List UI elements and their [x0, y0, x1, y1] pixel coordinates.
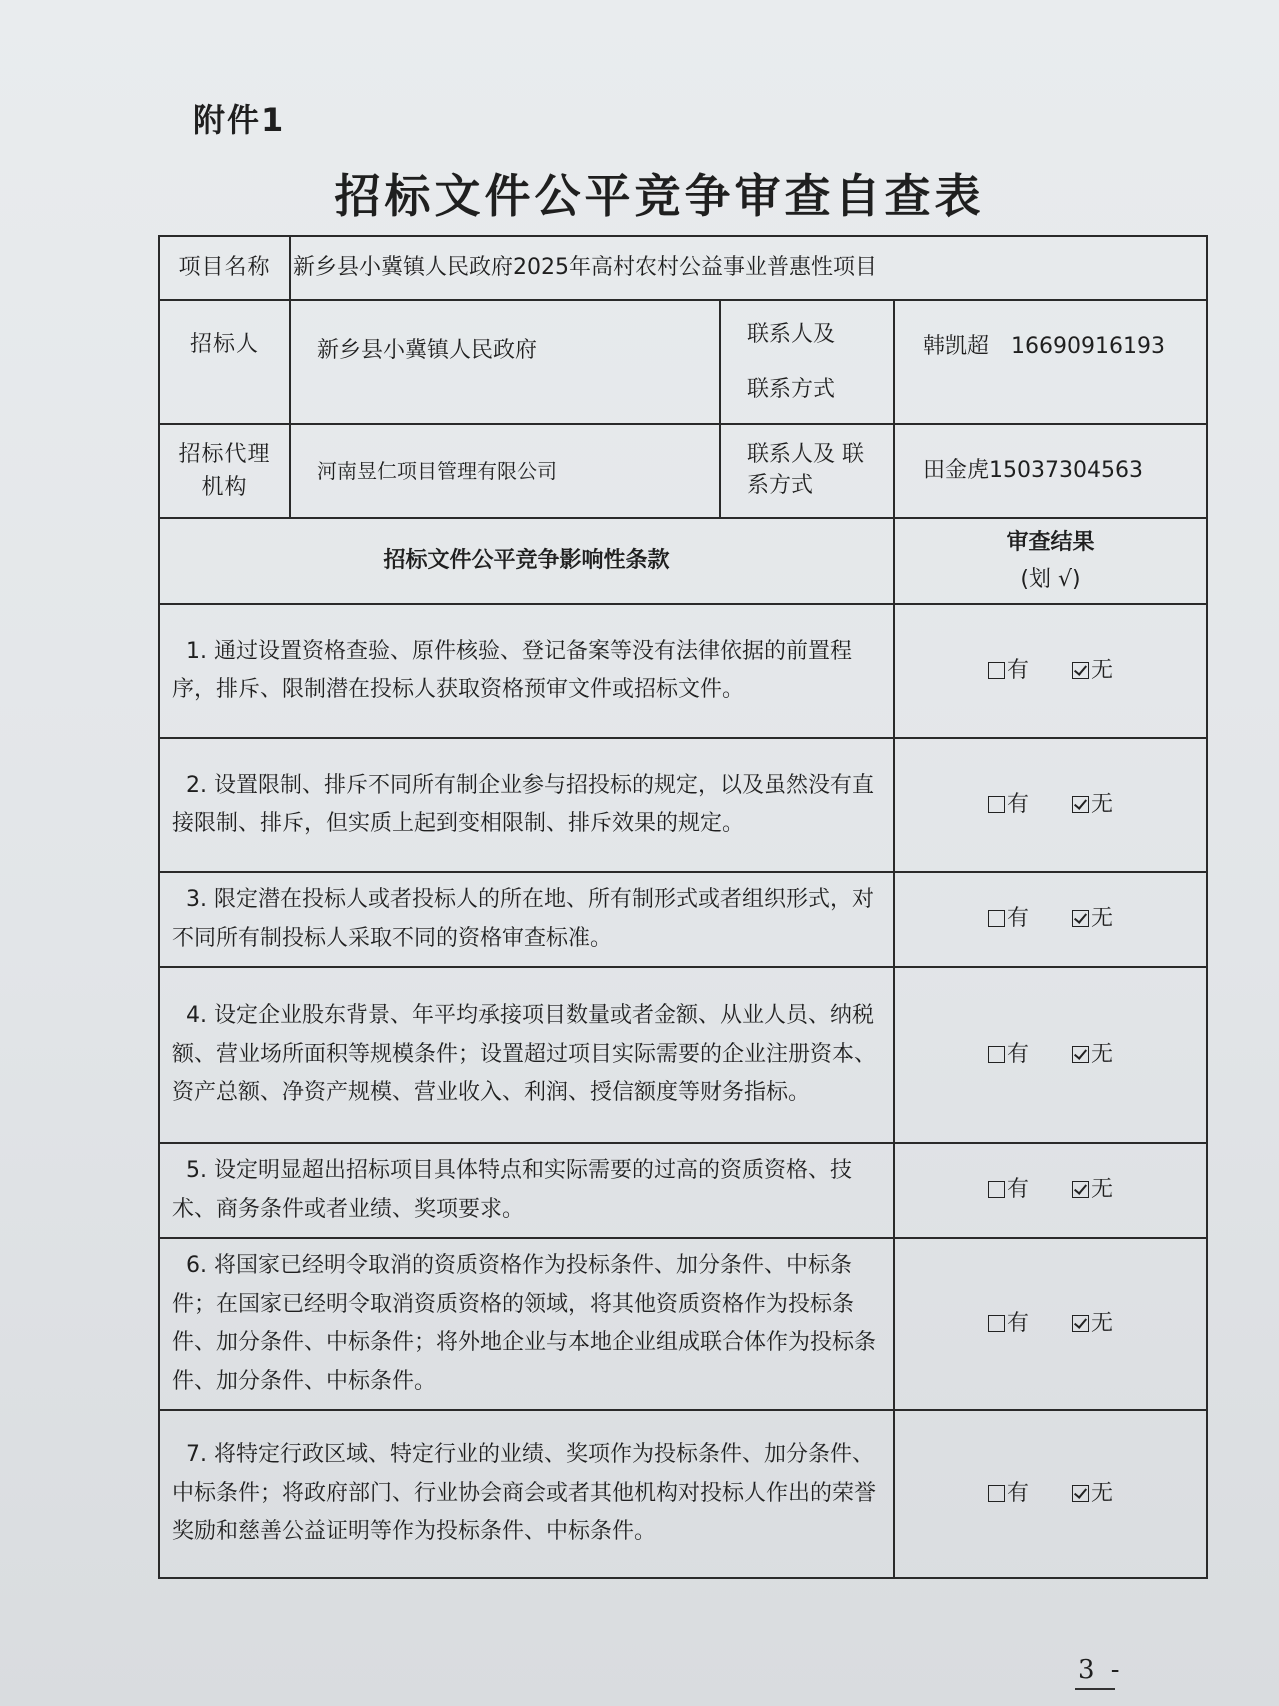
option-no-label: 无 [1091, 657, 1114, 683]
option-no[interactable] [1072, 787, 1113, 823]
clause-row [159, 604, 1207, 738]
agency-label: 招标代理 机构 [159, 424, 290, 518]
clause-text: 7. 将特定行政区域、特定行业的业绩、奖项作为投标条件、加分条件、中标条件；将政府部门、行业协会商会或者其他机构对投标人作出的荣誉奖励和慈善公益证明等作为投标条件、中标条件。 [159, 1410, 894, 1578]
option-yes-label: 有 [1006, 1041, 1029, 1067]
option-no-label: 无 [1091, 1480, 1114, 1506]
result-note: (划 √) [1020, 567, 1081, 592]
clause-row [159, 872, 1207, 967]
option-yes[interactable] [988, 1476, 1029, 1512]
option-yes[interactable] [988, 1172, 1029, 1208]
option-no-label: 无 [1091, 1177, 1114, 1203]
clause-result [894, 967, 1207, 1143]
clause-text: 2. 设置限制、排斥不同所有制企业参与招投标的规定，以及虽然没有直接限制、排斥，但实质上起到变相限制、排斥效果的规定。 [159, 738, 894, 872]
option-yes-label: 有 [1006, 791, 1029, 817]
option-no-label: 无 [1091, 906, 1114, 932]
project-row [159, 236, 1207, 300]
checkbox-unchecked-icon[interactable] [988, 796, 1005, 813]
tenderer-contact-label: 联系人及 联系方式 [720, 300, 894, 424]
checkbox-unchecked-icon[interactable] [988, 662, 1005, 679]
review-table [158, 235, 1208, 1579]
project-name-label: 项目名称 [159, 236, 290, 300]
option-yes-label: 有 [1006, 1480, 1029, 1506]
attachment-label: 附件1 [193, 101, 286, 139]
checkbox-unchecked-icon[interactable] [988, 1315, 1005, 1332]
option-yes[interactable] [988, 787, 1029, 823]
page-number-underline [1075, 1688, 1115, 1690]
option-no[interactable] [1072, 1476, 1113, 1512]
checkbox-checked-icon[interactable] [1072, 662, 1089, 679]
clause-result [894, 1143, 1207, 1238]
clause-row [159, 738, 1207, 872]
option-yes-label: 有 [1006, 657, 1029, 683]
checkbox-checked-icon[interactable] [1072, 1181, 1089, 1198]
agency-contact-label: 联系人及 联系方式 [720, 424, 894, 518]
agency-value: 河南昱仁项目管理有限公司 [290, 424, 720, 518]
tenderer-row [159, 300, 1207, 424]
clause-text: 1. 通过设置资格查验、原件核验、登记备案等没有法律依据的前置程序，排斥、限制潜在投标人获取资格预审文件或招标文件。 [159, 604, 894, 738]
agency-contact-value: 田金虎15037304563 [894, 424, 1207, 518]
checkbox-checked-icon[interactable] [1072, 796, 1089, 813]
clause-result [894, 738, 1207, 872]
result-title: 审查结果 [1006, 529, 1095, 555]
section-header-row [159, 518, 1207, 604]
checkbox-unchecked-icon[interactable] [988, 1046, 1005, 1063]
clause-result [894, 604, 1207, 738]
option-no-label: 无 [1091, 1310, 1114, 1336]
checkbox-unchecked-icon[interactable] [988, 1485, 1005, 1502]
clause-row [159, 1143, 1207, 1238]
tenderer-label: 招标人 [159, 300, 290, 424]
option-no[interactable] [1072, 1306, 1113, 1342]
clause-row [159, 1410, 1207, 1578]
tenderer-value: 新乡县小冀镇人民政府 [290, 300, 720, 424]
option-yes-label: 有 [1006, 1177, 1029, 1203]
option-yes[interactable] [988, 653, 1029, 689]
option-no[interactable] [1072, 653, 1113, 689]
checkbox-checked-icon[interactable] [1072, 1046, 1089, 1063]
checkbox-checked-icon[interactable] [1072, 910, 1089, 927]
clause-text: 3. 限定潜在投标人或者投标人的所在地、所有制形式或者组织形式，对不同所有制投标人采取不同的资格审查标准。 [159, 872, 894, 967]
agency-row [159, 424, 1207, 518]
tenderer-contact-value: 韩凯超 16690916193 [894, 300, 1207, 424]
clause-text: 6. 将国家已经明令取消的资质资格作为投标条件、加分条件、中标条件；在国家已经明令取消资质资格的领域，将其他资质资格作为投标条件、加分条件、中标条件；将外地企业与本地企业组成联合体作为投标条件、加分条件、中标条件。 [159, 1238, 894, 1410]
clause-text: 5. 设定明显超出招标项目具体特点和实际需要的过高的资质资格、技术、商务条件或者业绩、奖项要求。 [159, 1143, 894, 1238]
option-yes-label: 有 [1006, 906, 1029, 932]
option-no[interactable] [1072, 901, 1113, 937]
checkbox-checked-icon[interactable] [1072, 1315, 1089, 1332]
project-name-value: 新乡县小冀镇人民政府2025年高村农村公益事业普惠性项目 [290, 236, 1207, 300]
clause-column-header: 招标文件公平竞争影响性条款 [159, 518, 894, 604]
checkbox-unchecked-icon[interactable] [988, 1181, 1005, 1198]
page-number: 3 - [1078, 1655, 1124, 1685]
clause-result [894, 872, 1207, 967]
document-title: 招标文件公平竞争审查自查表 [334, 169, 985, 223]
checkbox-checked-icon[interactable] [1072, 1485, 1089, 1502]
option-yes[interactable] [988, 1306, 1029, 1342]
clause-row [159, 967, 1207, 1143]
result-column-header [894, 518, 1207, 604]
option-no-label: 无 [1091, 1041, 1114, 1067]
option-no[interactable] [1072, 1172, 1113, 1208]
option-yes-label: 有 [1006, 1310, 1029, 1336]
clause-row [159, 1238, 1207, 1410]
clause-result [894, 1238, 1207, 1410]
option-yes[interactable] [988, 901, 1029, 937]
option-yes[interactable] [988, 1037, 1029, 1073]
checkbox-unchecked-icon[interactable] [988, 910, 1005, 927]
option-no-label: 无 [1091, 791, 1114, 817]
clause-text: 4. 设定企业股东背景、年平均承接项目数量或者金额、从业人员、纳税额、营业场所面积等规模条件；设置超过项目实际需要的企业注册资本、资产总额、净资产规模、营业收入、利润、授信额度等财务指标。 [159, 967, 894, 1143]
option-no[interactable] [1072, 1037, 1113, 1073]
clause-result [894, 1410, 1207, 1578]
